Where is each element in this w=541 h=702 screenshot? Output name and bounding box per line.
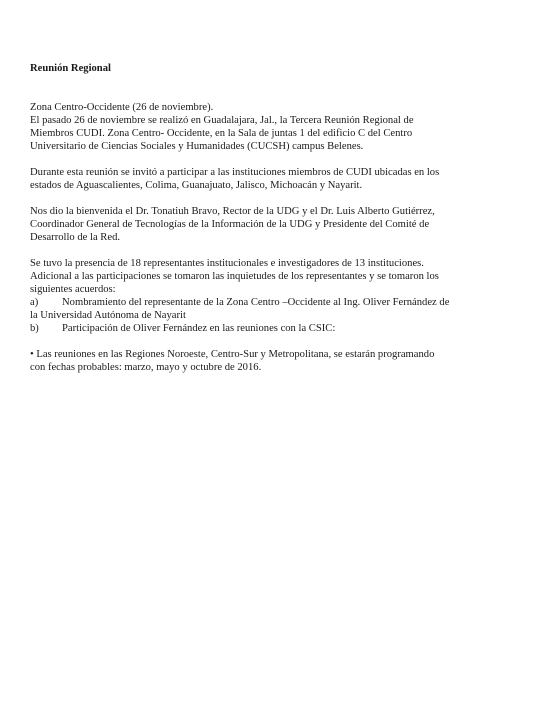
text-line: Miembros CUDI. Zona Centro- Occidente, en la Sala de juntas 1 del edificio C del Centro <box>30 128 413 139</box>
text-line: Nos dio la bienvenida el Dr. Tonatiuh Bravo, Rector de la UDG y el Dr. Luis Alberto Gutiérrez, <box>30 206 435 217</box>
text-line: Coordinador General de Tecnologías de la Información de la UDG y Presidente del Comité de <box>30 219 430 230</box>
document-page <box>30 62 512 387</box>
paragraph-attendance <box>30 257 512 296</box>
text-line: • Las reuniones en las Regiones Noroeste, Centro-Sur y Metropolitana, se estarán programando <box>30 349 435 360</box>
list-marker: b) <box>30 323 39 334</box>
text-line: estados de Aguascalientes, Colima, Guanajuato, Jalisco, Michoacán y Nayarit. <box>30 180 363 191</box>
text-line: Se tuvo la presencia de 18 representantes institucionales e investigadores de 13 instituciones. <box>30 258 424 269</box>
paragraph-welcome <box>30 205 512 244</box>
text-line: Zona Centro-Occidente (26 de noviembre). <box>30 102 214 113</box>
document-heading: Reunión Regional <box>30 63 111 74</box>
paragraph-bullet-note <box>30 348 512 374</box>
text-line: Durante esta reunión se invitó a participar a las instituciones miembros de CUDI ubicadas en los <box>30 167 440 178</box>
text-line: Desarrollo de la Red. <box>30 232 121 243</box>
list-marker: a) <box>30 297 39 308</box>
text-line: Adicional a las participaciones se tomaron las inquietudes de los representantes y se tomaron los <box>30 271 439 282</box>
text-line: Universitario de Ciencias Sociales y Humanidades (CUCSH) campus Belenes. <box>30 141 364 152</box>
paragraph-meeting-intro <box>30 101 512 153</box>
text-line: El pasado 26 de noviembre se realizó en Guadalajara, Jal., la Tercera Reunión Regional de <box>30 115 414 126</box>
agreements-list <box>30 296 512 335</box>
list-item-agreement-a <box>30 296 512 309</box>
text-line: con fechas probables: marzo, mayo y octubre de 2016. <box>30 362 262 373</box>
text-line: siguientes acuerdos: <box>30 284 116 295</box>
list-item-text: Participación de Oliver Fernández en las reuniones con la CSIC: <box>62 323 336 334</box>
list-item-text: Nombramiento del representante de la Zona Centro –Occidente al Ing. Oliver Fernández de <box>62 297 450 308</box>
list-item-continuation: la Universidad Autónoma de Nayarit <box>30 310 186 321</box>
list-item-agreement-b <box>30 322 512 335</box>
paragraph-invitation <box>30 166 512 192</box>
